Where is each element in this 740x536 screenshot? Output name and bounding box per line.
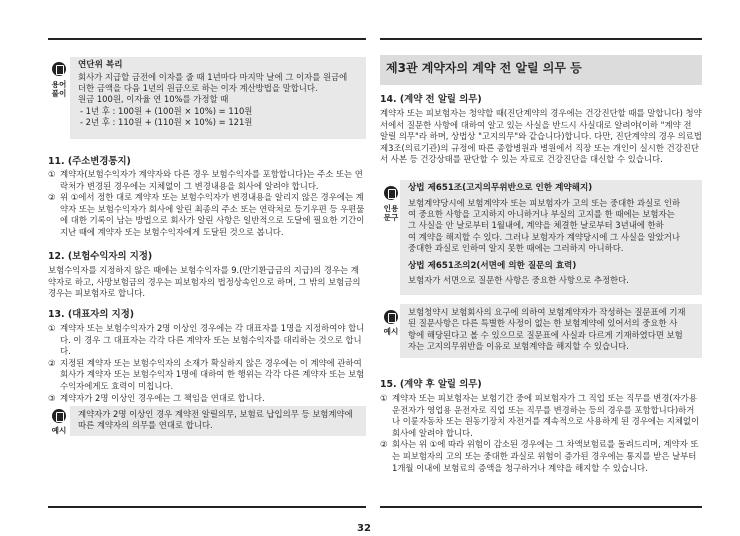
section-12-body: 보험수익자를 지정하지 않은 때에는 보험수익자를 9.(만기환급금의 지급)의 경우는 계약자로 하고, 사망보험금의 경우는 피보험자의 법정상속인으로 하며, 그 밖의 보험금의 경우는 피보험자로 합니다. <box>48 265 361 299</box>
quote-box-content <box>408 183 702 287</box>
section-15-body <box>380 393 702 474</box>
list-item: ② 회사는 위 ①에 따라 위험이 감소된 경우에는 그 차액보험료를 돌려드리며, 계약자 또는 피보험자의 고의 또는 중대한 과실로 위험이 증가된 경우에는 통지를 받은 날부터 1개월 이내에 보험료의 증액을 청구하거나 계약을 해지할 수 있습니다. <box>380 439 699 473</box>
section-14-body: 계약자 또는 피보험자는 청약할 때(진단계약의 경우에는 건강진단할 때를 말합니다) 청약서에서 질문한 사항에 대하여 알고 있는 사실을 반드시 사실대로 알려야(이하 "계약 전 알릴 의무"라 하며, 상법상 "고지의무"와 같습니다)합니다. 다만, 진단계약의 경우 의료법 제3조(의료기관)의 규정에 따른 종합병원과 병원에서 직장 또는 개인이 실시한 건강진단서 사본 등 건강상태를 판단할 수 있는 자료로 건강진단을 대신할 수 있습니다. <box>380 108 702 165</box>
example-line: 계약자가 2명 이상인 경우 계약전 알릴의무, 보험료 납입의무 등 보험계약에 <box>78 409 353 419</box>
bottom-rule-left <box>48 506 366 508</box>
top-rule-left <box>48 38 366 40</box>
section-12-title: 12. (보험수익자의 지정) <box>48 251 153 262</box>
section-15-title: 15. (계약 후 알릴 의무) <box>380 379 482 390</box>
quote-line: 여 중요한 사항을 고지하지 아니하거나 부실의 고지를 한 때에는 보험자는 <box>408 209 675 219</box>
section-13-body <box>48 323 366 404</box>
list-item: ② 지정된 계약자 또는 보험수익자의 소재가 확실하지 않은 경우에는 이 계약에 관하여 회사가 계약자 또는 보험수익자 1명에 대하여 한 행위는 각각 다른 계약자 또는 보험수익자에게도 효력이 미칩니다. <box>48 357 365 391</box>
quote-title-2: 상법 제651조의2(서면에 의한 질문의 효력) <box>408 260 577 271</box>
quote-line: 중대한 과실로 인하여 알지 못한 때에는 그러하지 아니하다. <box>408 243 624 254</box>
example-label-right: 예시 <box>383 327 399 336</box>
example-line: 항에 해당된다고 볼 수 있으므로 질문표에 사실과 다르게 기재하였다면 보험 <box>408 329 683 340</box>
term-line: 원금 100원, 이자율 연 10%를 가정할 때 <box>78 94 229 105</box>
example-line: 보험청약시 보험회사의 요구에 의하여 보험계약자가 작성하는 질문표에 기재 <box>408 307 686 317</box>
list-item: ① 계약자 또는 피보험자는 보험기간 중에 피보험자가 그 직업 또는 직무를 변경(자가용 운전자가 영업용 운전자로 직업 또는 직무를 변경하는 등의 경우를 포함합니다)하거나 이륜자동차 또는 원동기장치 자전거를 계속적으로 사용하게 된 경우에는 지체없이 회사에 알려야 합니다. <box>380 393 700 438</box>
quote-line: 보험자가 서면으로 질문한 사항은 중요한 사항으로 추정한다. <box>408 275 629 286</box>
list-item: ③ 계약자가 2명 이상인 경우에는 그 책임을 연대로 합니다. <box>48 392 265 403</box>
quote-line: 보험계약당시에 보험계약자 또는 피보험자가 고의 또는 중대한 과실로 인하 <box>408 197 681 208</box>
quote-box-label: 인용 문구 <box>383 204 399 222</box>
term-box-title: 연단위 복리 <box>78 60 123 70</box>
book-icon <box>52 62 66 76</box>
section-11-body <box>48 169 366 239</box>
quote-line: 그 사실을 안 날로부터 1월내에, 계약을 체결한 날로부터 3년내에 한하 <box>408 220 664 231</box>
example-line: 자는 고지의무위반을 이유로 보험계약을 해지할 수 있습니다. <box>408 341 629 352</box>
list-item: ① 계약자(보험수익자가 계약자와 다른 경우 보험수익자를 포함합니다)는 주소 또는 연락처가 변경된 경우에는 지체없이 그 변경내용을 회사에 알려야 합니다. <box>48 169 363 191</box>
quote-title-1: 상법 제651조(고지의무위반으로 인한 계약해지) <box>408 183 593 193</box>
list-item: ① 계약자 또는 보험수익자가 2명 이상인 경우에는 각 대표자를 1명을 지정하여야 합니다. 이 경우 그 대표자는 각각 다른 계약자 또는 보험수익자를 대리하는 것으로 합니다. <box>48 323 365 357</box>
chapter-title: 제3관 계약자의 계약 전 알릴 의무 등 <box>386 61 582 75</box>
term-box-content <box>78 60 366 129</box>
book-icon <box>384 186 398 200</box>
list-item: ② 위 ①에서 정한 대로 계약자 또는 보험수익자가 변경내용을 알리지 않은 경우에는 계약자 또는 보험수익자가 회사에 알린 최종의 주소 또는 연락처로 등기우편 등 우편물에 대한 기록이 남는 방법으로 회사가 알린 사항은 일반적으로 도달에 필요한 기간이 지난 때에 계약자 또는 보험수익자에게 도달된 것으로 봅니다. <box>48 192 365 237</box>
quote-line: 여 계약을 해지할 수 있다. 그러나 보험자가 계약당시에 그 사실을 알았거나 <box>408 231 680 242</box>
term-line: 더한 금액을 다음 1년의 원금으로 하는 이자 계산방법을 말합니다. <box>78 83 318 93</box>
top-rule-right <box>380 38 702 40</box>
chapter-header <box>380 55 702 85</box>
page-number: 32 <box>357 523 371 534</box>
term-line: 회사가 지급할 금전에 이자를 줄 때 1년마다 마지막 날에 그 이자를 원금에 <box>78 71 348 82</box>
section-11-title: 11. (주소변경통지) <box>48 156 131 167</box>
example-label-left: 예시 <box>51 426 67 435</box>
bottom-rule-right <box>380 506 702 508</box>
term-line: - 1년 후 : 100원 + (100원 × 10%) = 110원 <box>80 105 253 116</box>
example-line: 된 질문사항은 다른 특별한 사정이 없는 한 보험계약에 있어서의 중요한 사 <box>408 318 678 329</box>
example-line: 따른 계약자의 의무를 연대로 합니다. <box>78 420 213 431</box>
example-box-right-content <box>408 307 702 353</box>
section-13-title: 13. (대표자의 지정) <box>48 309 135 320</box>
example-box-left-content <box>78 409 366 432</box>
book-icon <box>52 409 66 423</box>
book-icon <box>384 310 398 324</box>
section-14-title: 14. (계약 전 알릴 의무) <box>380 94 482 105</box>
term-line: - 2년 후 : 110원 + (110원 × 10%) = 121원 <box>80 117 253 128</box>
term-box-label: 용어 풀이 <box>51 80 67 98</box>
